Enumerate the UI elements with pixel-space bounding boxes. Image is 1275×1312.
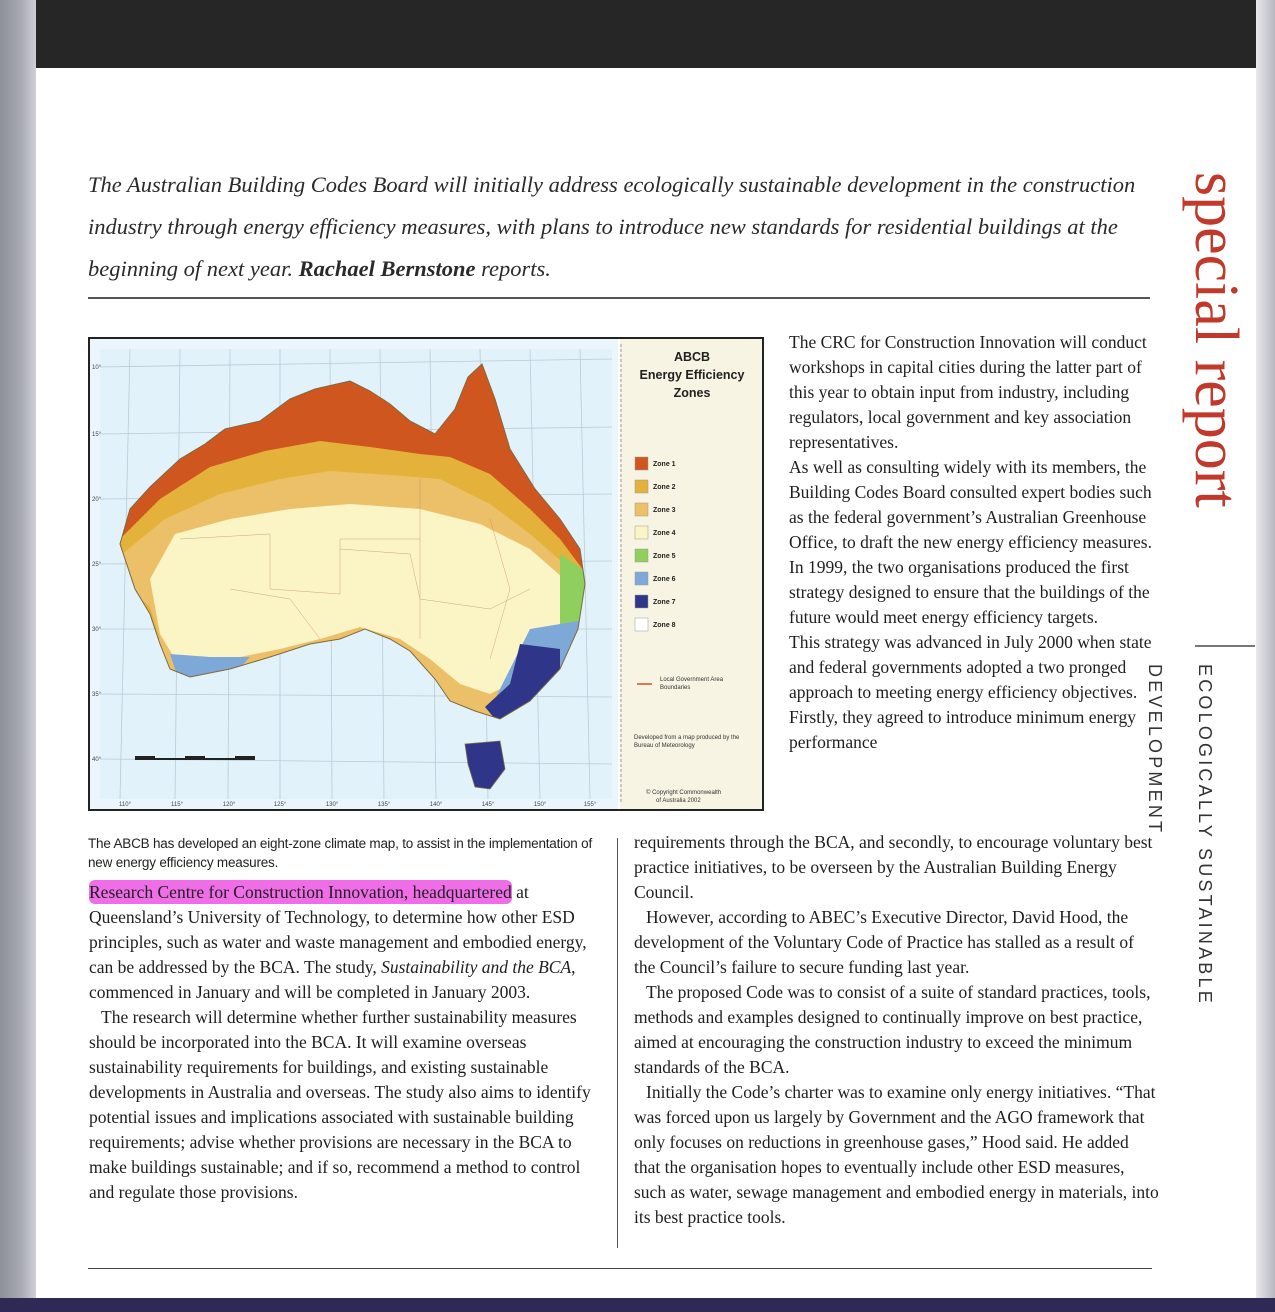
- map-title-energy: Energy Efficiency: [639, 368, 745, 382]
- legend-label-zone-1: Zone 1: [653, 461, 676, 468]
- map-caption: The ABCB has developed an eight-zone climate map, to assist in the implementation of new energy efficiency measures.: [88, 836, 592, 870]
- lon-label-110: 110°: [119, 802, 131, 808]
- right-bottom-p2: However, according to ABEC’s Executive Director, David Hood, the development of the Voluntary Code of Practice has stalled as a result of the Council’s failure to secure funding last year.: [634, 907, 1134, 977]
- map-copyright-1: © Copyright Commonwealth: [646, 790, 722, 796]
- scan-top-band: [0, 0, 1275, 68]
- legend-label-zone-5: Zone 5: [653, 553, 676, 560]
- legend-swatch-zone-3: [635, 503, 648, 516]
- lon-label-130: 130°: [325, 802, 339, 808]
- right-bottom-p3: The proposed Code was to consist of a suite of standard practices, tools, methods and examples designed to continually improve on best practice, aimed at encouraging the construction industry to exceed the minimum standards of the BCA.: [634, 982, 1151, 1077]
- lon-label-155: 155°: [583, 802, 597, 808]
- side-separator: [1195, 645, 1255, 647]
- lat-label-15: 15°: [92, 432, 102, 438]
- legend-label-zone-2: Zone 2: [653, 484, 676, 491]
- right-top-p1: The CRC for Construction Innovation will conduct workshops in capital cities during the latter part of this year to obtain input from industry, including regulators, local government and key association representatives.: [789, 332, 1147, 452]
- lon-label-125: 125°: [273, 802, 287, 808]
- left-p1-italic: Sustainability and the BCA: [381, 957, 572, 977]
- left-p1-rest: at Queensland’s University of Technology, to determine how other ESD principles, such as water and waste management and embodied energy, can be addressed by the BCA. The study,: [89, 882, 587, 977]
- lat-label-10: 10°: [92, 365, 102, 371]
- right-top-p3: This strategy was advanced in July 2000 when state and federal governments adopted a two pronged approach to meeting energy efficiency objectives. Firstly, they agreed to introduce minimum energy performance: [789, 632, 1152, 752]
- left-column: [89, 880, 609, 1205]
- right-bottom-p4: Initially the Code’s charter was to examine only energy initiatives. “That was forced upon us largely by Government and the AGO framework that only focuses on reductions in greenhouse gases,” Hood said. He added that the organisation hopes to eventually include other ESD measures, such as water, sewage management and embodied energy in materials, into its best practice tools.: [634, 1082, 1159, 1227]
- legend-swatch-zone-6: [635, 572, 648, 585]
- right-column-top: [789, 330, 1159, 755]
- legend-label-zone-4: Zone 4: [653, 530, 676, 537]
- left-p1: [89, 880, 609, 1005]
- lat-label-40: 40°: [92, 757, 102, 763]
- energy-zone-map: [90, 339, 762, 809]
- lat-label-20: 20°: [92, 497, 102, 503]
- legend-swatch-zone-4: [635, 526, 648, 539]
- lat-label-35: 35°: [92, 692, 102, 698]
- right-top-p2: As well as consulting widely with its members, the Building Codes Board consulted expert bodies such as the federal government’s Australian Greenhouse Office, to draft the new energy efficiency measures. In 1999, the two organisations produced the first strategy designed to ensure that the buildings of the future would meet energy efficiency targets.: [789, 457, 1152, 627]
- lon-label-115: 115°: [171, 802, 183, 808]
- lat-label-25: 25°: [92, 562, 102, 568]
- legend-label-zone-6: Zone 6: [653, 576, 676, 583]
- map-source-2: Bureau of Meteorology: [634, 743, 695, 749]
- map-title-zones: Zones: [673, 386, 711, 400]
- lon-label-135: 135°: [377, 802, 391, 808]
- lon-label-150: 150°: [533, 802, 547, 808]
- right-column-bottom: [634, 830, 1159, 1230]
- legend-swatch-zone-2: [635, 480, 648, 493]
- map-title-abcb: ABCB: [673, 350, 711, 364]
- boundary-label-1: Local Government Area: [660, 677, 724, 683]
- intro-rule: [88, 297, 1150, 299]
- legend-label-zone-8: Zone 8: [653, 622, 676, 629]
- legend-swatch-zone-8: [635, 618, 648, 631]
- special-report-banner: special report: [1182, 172, 1250, 508]
- boundary-label-2: Boundaries: [660, 685, 691, 691]
- intro-text: The Australian Building Codes Board will initially address ecologically sustainable development in the construction industry through energy efficiency measures, with plans to introduce new standards for residential buildings at the beginning of next year.: [88, 172, 1136, 281]
- map-copyright-2: of Australia 2002: [656, 798, 701, 804]
- intro-standfirst: [88, 164, 1158, 290]
- legend-label-zone-3: Zone 3: [653, 507, 676, 514]
- legend-swatch-zone-1: [635, 457, 648, 470]
- lon-label-145: 145°: [481, 802, 495, 808]
- section-label: ECOLOGICALLY SUSTAINABLE DEVELOPMENT: [1145, 664, 1215, 1006]
- highlighted-text: Research Centre for Construction Innovation, headquartered: [89, 882, 512, 902]
- scan-left-edge: [0, 0, 36, 1312]
- left-p1-end: , commenced in January and will be completed in January 2003.: [89, 957, 576, 1002]
- scan-bottom-edge: [0, 1298, 1275, 1312]
- lon-label-120: 120°: [222, 802, 236, 808]
- column-divider: [617, 838, 618, 1248]
- lat-label-30: 30°: [92, 627, 102, 633]
- legend-swatch-zone-5: [635, 549, 648, 562]
- intro-author: Rachael Bernstone: [298, 256, 476, 281]
- left-p2: The research will determine whether further sustainability measures should be incorporated into the BCA. It will examine overseas sustainability requirements for buildings, and existing sustainable developments in Australia and overseas. The study also aims to identify potential issues and implications associated with sustainable building requirements; advise whether provisions are necessary in the BCA to make buildings sustainable; and if so, recommend a method to control and regulate those provisions.: [89, 1007, 591, 1202]
- legend-label-zone-7: Zone 7: [653, 599, 676, 606]
- lon-label-140: 140°: [429, 802, 443, 808]
- bottom-rule: [88, 1268, 1152, 1269]
- right-bottom-p1: requirements through the BCA, and secondly, to encourage voluntary best practice initiatives, to be overseen by the Australian Building Energy Council.: [634, 832, 1153, 902]
- intro-suffix: reports.: [475, 256, 551, 281]
- map-source-1: Developed from a map produced by the: [634, 735, 740, 741]
- legend-swatch-zone-7: [635, 595, 648, 608]
